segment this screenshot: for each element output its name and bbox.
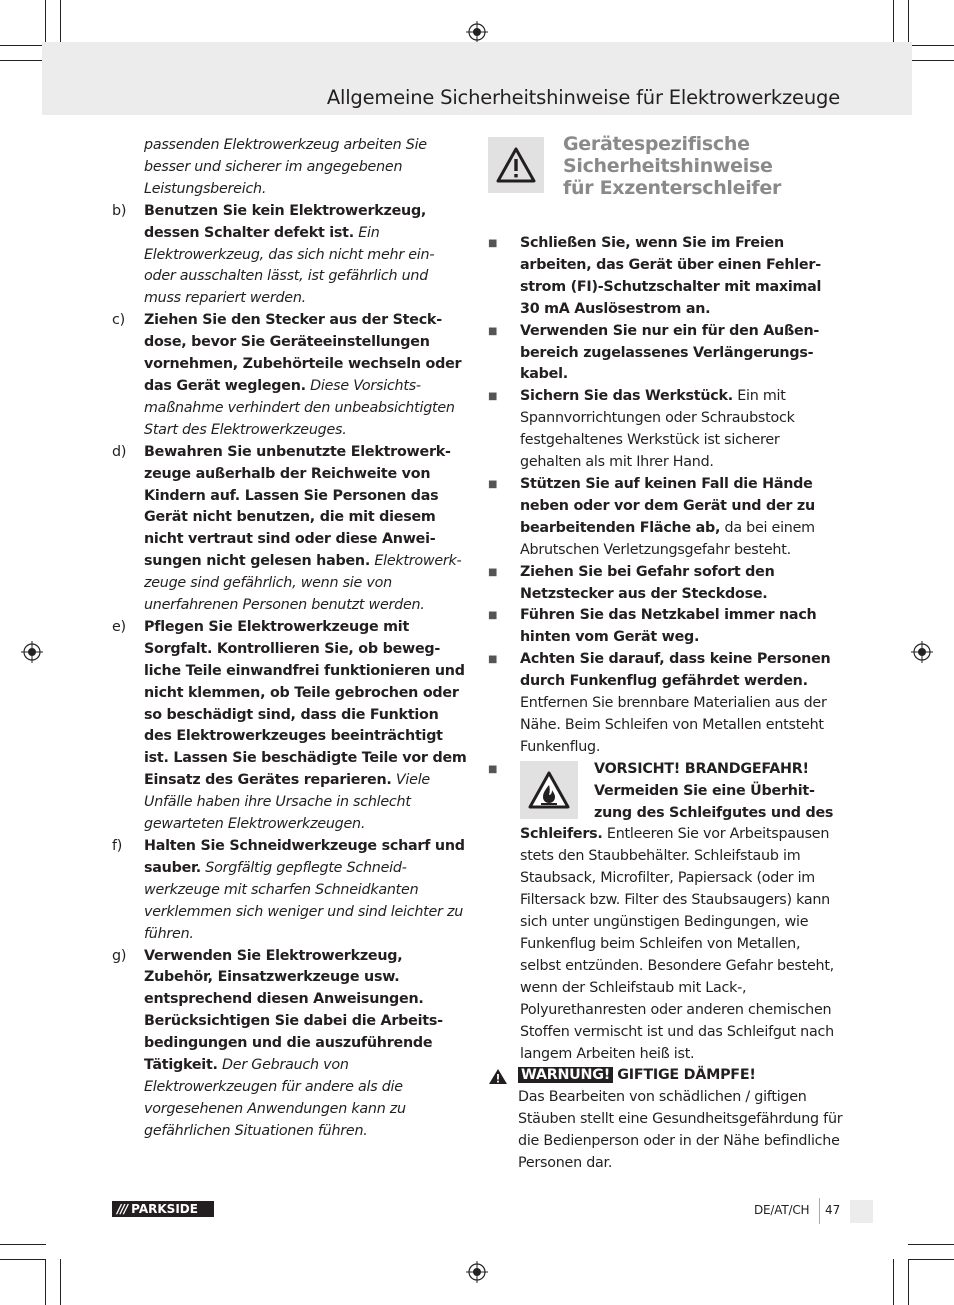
square-bullet-icon: ■ xyxy=(488,610,498,622)
item-bold-text: Schließen Sie, wenn Sie im Freien arbeiten, das Gerät über einen Fehlerstrom (FI)-Schutzschalter mit maximal 30 mA Auslösestrom an. xyxy=(520,235,822,317)
item-bold-text: Verwenden Sie nur ein für den Außenbereich zugelassenes Verlängerungskabel. xyxy=(520,322,820,383)
item-label: f) xyxy=(112,838,123,854)
square-bullet-icon: ■ xyxy=(488,566,498,578)
registration-mark-icon xyxy=(911,641,933,663)
square-bullet-icon: ■ xyxy=(488,325,498,337)
warning-title: GIFTIGE DÄMPFE! xyxy=(617,1067,756,1084)
crop-mark xyxy=(45,1260,46,1305)
item-label: b) xyxy=(112,202,127,219)
left-column xyxy=(112,135,468,1143)
item-text: Ein mit Spannvorrichtungen oder Schraubstock festgehaltenes Werkstück ist sicherer gehalten als mit Ihrer Hand. xyxy=(520,388,795,471)
item-bold-text: Ziehen Sie bei Gefahr sofort den Netzstecker aus der Steckdose. xyxy=(520,563,775,602)
crop-mark xyxy=(0,1244,46,1245)
footer-divider xyxy=(819,1198,820,1224)
logo-stripes: /// xyxy=(117,1202,128,1216)
item-bold-text: Benutzen Sie kein Elektrowerkzeug, dessen Schalter defekt ist. xyxy=(144,202,427,241)
list-item xyxy=(112,310,468,441)
section-heading xyxy=(488,133,844,233)
item-bold-text: Sichern Sie das Werkstück. xyxy=(520,388,733,405)
intro-paragraph: passenden Elektrowerkzeug arbeiten Sie besser und sicherer im angegebenen Leistungsbereich. xyxy=(144,137,427,197)
item-bold-text: Achten Sie darauf, dass keine Personen durch Funkenflug gefährdet werden. xyxy=(520,651,831,690)
crop-mark xyxy=(908,60,954,61)
list-item xyxy=(488,321,844,387)
warning-notice xyxy=(488,1065,844,1175)
crop-mark xyxy=(0,1259,46,1260)
crop-mark xyxy=(60,1259,61,1305)
warning-triangle-icon xyxy=(488,137,544,193)
item-italic-text: Sorgfältig gepflegte Schneidwerkzeuge mit scharfen Schneidkanten verklemmen sich weniger und sind leichter zu führen. xyxy=(144,859,464,942)
list-item xyxy=(112,946,468,1143)
item-italic-text: Ein Elektrowerkzeug, das sich nicht mehr ein- oder ausschalten lässt, ist gefährlich und muss repariert werden. xyxy=(144,224,435,307)
crop-mark xyxy=(893,0,894,46)
square-bullet-icon: ■ xyxy=(488,478,498,490)
list-item xyxy=(488,386,844,474)
item-italic-text: Der Gebrauch von Elektrowerkzeugen für andere als die vorgesehenen Anwendungen kann zu gefährlichen Situationen führen. xyxy=(144,1057,406,1139)
item-bold-text: Halten Sie Schneidwerkzeuge scharf und sauber. xyxy=(144,838,465,876)
crop-mark xyxy=(60,0,61,46)
list-item xyxy=(488,233,844,321)
item-bold-text: Bewahren Sie unbenutzte Elektrowerkzeuge außerhalb der Reichweite von Kindern auf. Lassen Sie Personen das Gerät nicht benutzen, die mit diesem nicht vertraut sind oder diese Anweisungen nicht gelesen haben. xyxy=(144,443,451,570)
list-item xyxy=(112,836,468,946)
item-bold-text: Stützen Sie auf keinen Fall die Hände neben oder vor dem Gerät und der zu bearbeitenden Fläche ab, xyxy=(520,475,815,536)
item-italic-text: Diese Vorsichtsmaßnahme verhindert den unbeabsichtigten Start des Elektrowerkzeuges. xyxy=(144,377,455,438)
warning-text: Das Bearbeiten von schädlichen / giftigen Stäuben stellt eine Gesundheitsgefährdung für die Bedienperson oder in der Nähe befindliche Personen dar. xyxy=(518,1089,843,1172)
crop-mark xyxy=(908,0,909,45)
list-item xyxy=(112,617,468,836)
footer-language: DE/AT/CH xyxy=(754,1203,810,1217)
crop-mark xyxy=(0,45,46,46)
crop-mark xyxy=(893,1259,894,1305)
item-text: Entleeren Sie vor Arbeitspausen stets den Staubbehälter. Schleifstaub im Staubsack, Microfilter, Papiersack (oder im Filtersack bzw. Filter des Staubsaugers) kann sich unter ungünstigen Bedingungen, wie Funkenflug beim Schleifen von Metallen, selbst entzünden. Besondere Gefahr besteht, wenn der Schleifstaub mit Lack-, Polyurethanresten oder anderen chemischen Stoffen vermischt ist und das Schleifgut nach langem Arbeiten heiß ist. xyxy=(520,826,834,1062)
crop-mark xyxy=(908,1244,954,1245)
registration-mark-icon xyxy=(466,1261,488,1283)
section-title-line: Gerätespezifische xyxy=(563,133,750,155)
square-bullet-icon: ■ xyxy=(488,238,498,249)
crop-mark xyxy=(908,1259,954,1260)
section-title xyxy=(563,133,781,199)
crop-mark xyxy=(908,1260,909,1305)
list-item xyxy=(488,649,844,759)
item-bold-text: Führen Sie das Netzkabel immer nach hinten vom Gerät weg. xyxy=(520,607,817,646)
item-bold-text: VORSICHT! BRANDGEFAHR! Vermeiden Sie eine Überhitzung des Schleifgutes und des Schleifers. xyxy=(520,760,834,843)
square-bullet-icon: ■ xyxy=(488,763,498,775)
list-item xyxy=(488,474,844,562)
crop-mark xyxy=(908,45,954,46)
list-item xyxy=(488,562,844,606)
item-text: da bei einem Abrutschen Verletzungsgefahr besteht. xyxy=(520,519,815,558)
item-label: e) xyxy=(112,618,126,635)
item-italic-text: Elektrowerkzeuge sind gefährlich, wenn sie von unerfahrenen Personen benutzt werden. xyxy=(144,553,462,614)
item-bold-text: Ziehen Sie den Stecker aus der Steckdose, bevor Sie Geräteeinstellungen vornehmen, Zubehörteile wechseln oder das Gerät weglegen. xyxy=(144,312,462,394)
item-italic-text: Viele Unfälle haben ihre Ursache in schlecht gewarteten Elektrowerkzeugen. xyxy=(144,772,430,833)
registration-mark-icon xyxy=(21,641,43,663)
item-bold-text: Verwenden Sie Elektrowerkzeug, Zubehör, Einsatzwerkzeuge usw. entsprechend diesen Anweisungen. Berücksichtigen Sie dabei die Arbeitsbedingungen und die auszuführende Tätigkeit. xyxy=(144,947,444,1074)
square-bullet-icon: ■ xyxy=(488,654,498,666)
list-item xyxy=(112,201,468,311)
footer-box xyxy=(850,1200,873,1223)
item-label: g) xyxy=(112,947,127,964)
fire-warning-icon xyxy=(520,761,578,819)
right-column xyxy=(488,133,844,1175)
section-title-line: für Exzenterschleifer xyxy=(563,177,782,199)
page-title: Allgemeine Sicherheitshinweise für Elektrowerkzeuge xyxy=(326,86,840,109)
item-bold-text: Pflegen Sie Elektrowerkzeuge mit Sorgfalt. Kontrollieren Sie, ob bewegliche Teile einwandfrei funktionieren und nicht klemmen, ob Teile gebrochen oder so beschädigt sind, dass die Funktion des Elektrowerkzeuges beeinträchtigt ist. Lassen Sie beschädigte Teile vor dem Einsatz des Gerätes reparieren. xyxy=(144,618,467,789)
warning-label: WARNUNG! xyxy=(518,1067,613,1083)
item-label: c) xyxy=(112,312,125,329)
parkside-logo xyxy=(112,1201,214,1217)
crop-mark xyxy=(0,60,46,61)
warning-triangle-icon xyxy=(488,1068,508,1085)
section-title-line: Sicherheitshinweise xyxy=(563,155,773,177)
fire-hazard-item xyxy=(488,759,844,1066)
logo-text: PARKSIDE xyxy=(131,1202,198,1216)
square-bullet-icon: ■ xyxy=(488,391,498,403)
page-number: 47 xyxy=(825,1203,841,1217)
item-label: d) xyxy=(112,443,127,460)
list-item xyxy=(112,442,468,617)
registration-mark-icon xyxy=(466,21,488,43)
crop-mark xyxy=(45,0,46,45)
list-item xyxy=(488,605,844,649)
item-text: Entfernen Sie brennbare Materialien aus der Nähe. Beim Schleifen von Metallen entsteht Funkenflug. xyxy=(520,695,827,755)
